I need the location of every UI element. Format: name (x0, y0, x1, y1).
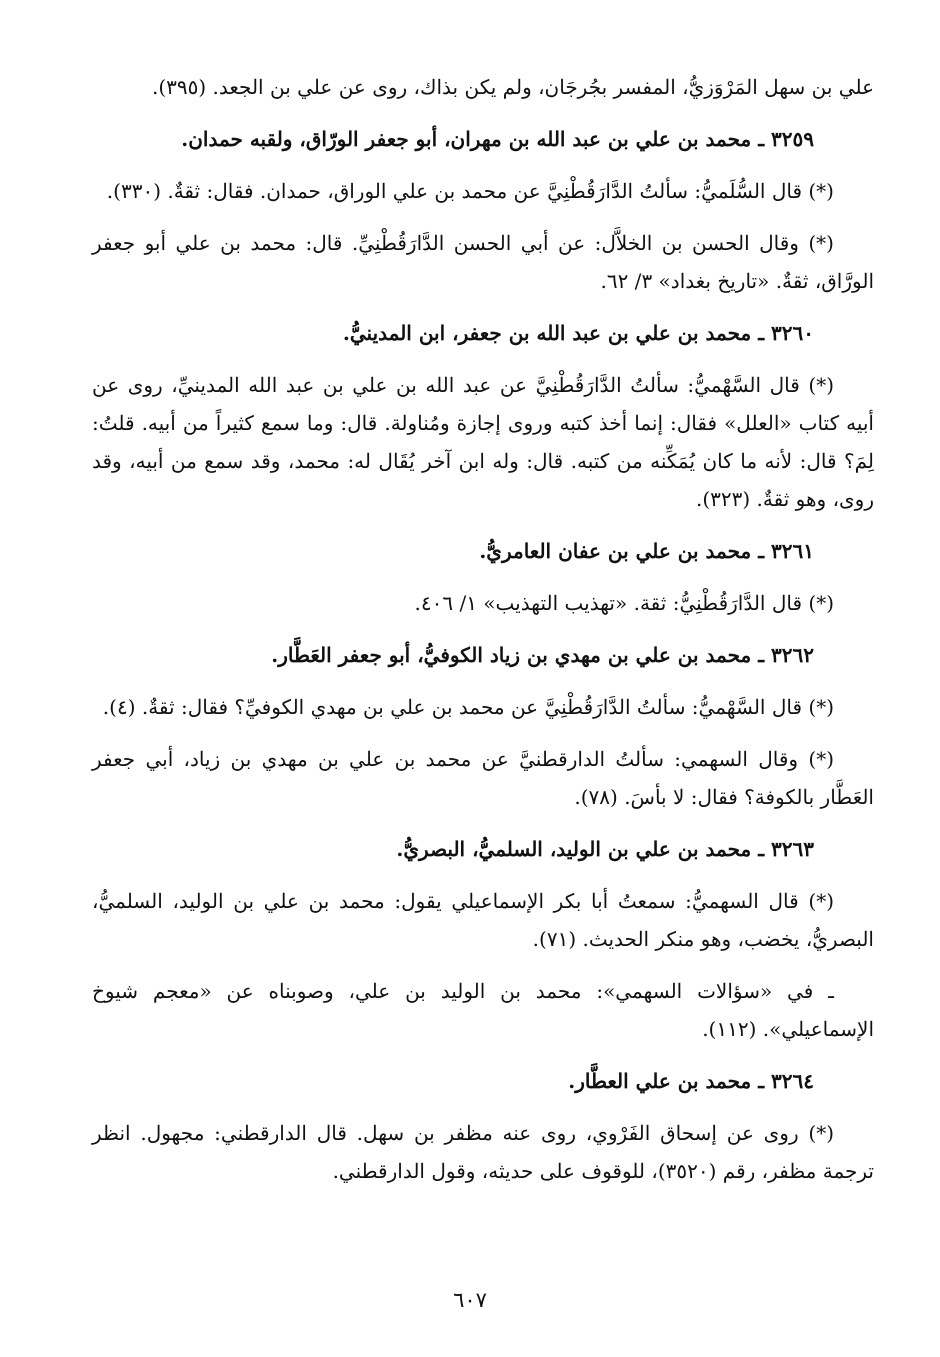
entry-heading-3262: ٣٢٦٢ ـ محمد بن علي بن مهدي بن زياد الكوفيُّ، أبو جعفر العَطَّار. (271, 643, 814, 667)
entry-heading-3260: ٣٢٦٠ ـ محمد بن علي بن عبد الله بن جعفر، ابن المدينيُّ. (342, 321, 814, 345)
page-number: ٦٠٧ (453, 1288, 487, 1312)
paragraph-continuation: علي بن سهل المَرْوَزيُّ، المفسر بجُرجَان، ولم يكن بذاك، روى عن علي بن الجعد. (٣٩٥). (151, 75, 874, 99)
paragraph-note: ـ في «سؤالات السهمي»: محمد بن الوليد بن علي، وصوبناه عن «معجم شيوخ الإسماعيلي». (١١٢). (92, 979, 874, 1041)
entry-heading-3259: ٣٢٥٩ ـ محمد بن علي بن عبد الله بن مهران، أبو جعفر الورّاق، ولقبه حمدان. (181, 127, 814, 151)
entry-heading-3264: ٣٢٦٤ ـ محمد بن علي العطَّار. (568, 1069, 814, 1093)
page-body (92, 68, 874, 1204)
paragraph-body: (*) وقال السهمي: سألتُ الدارقطنيَّ عن محمد بن علي بن مهدي بن زياد، أبي جعفر العَطَّار بالكوفة؟ فقال: لا بأسَ. (٧٨). (92, 747, 874, 809)
paragraph-body: (*) قال السَّهْميُّ: سألتُ الدَّارَقُطْنِيَّ عن عبد الله بن علي بن عبد الله المدينيِّ، روى عن أبيه كتاب «العلل» فقال: إنما أخذ كتبه وروى إجازة ومُناولة. قال: وما سمع كثيراً من أبيه. قلتُ: لِمَ؟ قال: لأنه ما كان يُمَكِّنه من كتبه. قال: وله ابن آخر يُقَال له: محمد، وقد سمع من أبيه، وقد روى، وهو ثقةٌ. (٣٢٣). (92, 373, 874, 511)
paragraph-body: (*) وقال الحسن بن الخلاَّل: عن أبي الحسن الدَّارَقُطْنِيِّ. قال: محمد بن علي أبو جعفر الورَّاق، ثقةٌ. «تاريخ بغداد» ٣/ ٦٢. (92, 231, 874, 293)
paragraph-body: (*) روى عن إسحاق الفَرْوي، روى عنه مظفر بن سهل. قال الدارقطني: مجهول. انظر ترجمة مظفر، رقم (٣٥٢٠)، للوقوف على حديثه، وقول الدارقطني. (92, 1121, 874, 1183)
paragraph-body: (*) قال السَّهْميُّ: سألتُ الدَّارَقُطْنِيَّ عن محمد بن علي بن مهدي الكوفيِّ؟ فقال: ثقةٌ. (٤). (102, 695, 834, 719)
entry-heading-3261: ٣٢٦١ ـ محمد بن علي بن عفان العامريُّ. (479, 539, 814, 563)
paragraph-body: (*) قال السهميُّ: سمعتُ أبا بكر الإسماعيلي يقول: محمد بن علي بن الوليد، السلميُّ، البصريُّ، يخضب، وهو منكر الحديث. (٧١). (92, 889, 874, 951)
paragraph-body: (*) قال الدَّارَقُطْنِيُّ: ثقة. «تهذيب التهذيب» ١/ ٤٠٦. (414, 591, 834, 615)
paragraph-body: (*) قال السُّلَميُّ: سألتُ الدَّارَقُطْنِيَّ عن محمد بن علي الوراق، حمدان. فقال: ثقةٌ. (٣٣٠). (106, 179, 834, 203)
entry-heading-3263: ٣٢٦٣ ـ محمد بن علي بن الوليد، السلميُّ، البصريُّ. (396, 837, 814, 861)
